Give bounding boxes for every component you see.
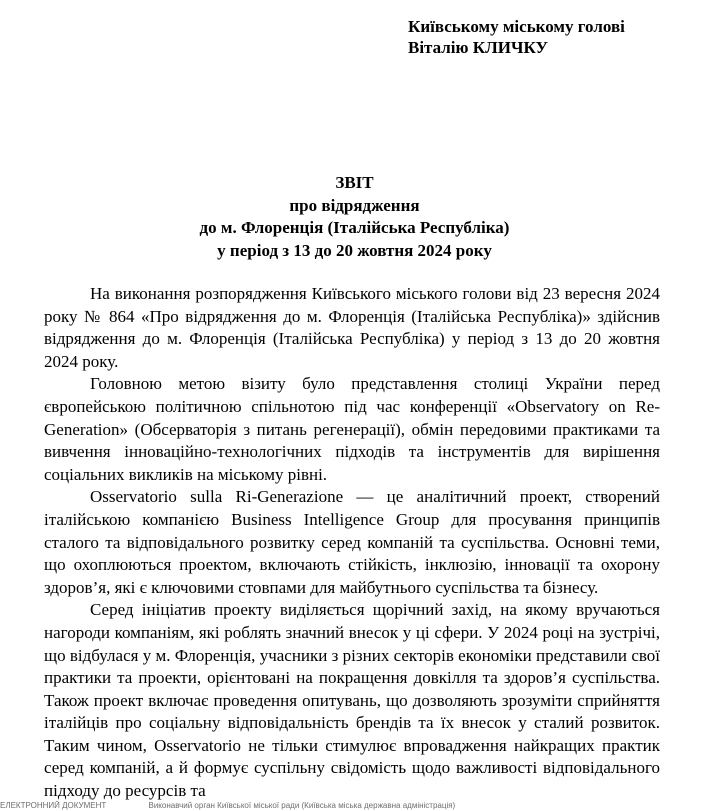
report-title-block bbox=[0, 172, 709, 262]
report-period: у період з 13 до 20 жовтня 2024 року bbox=[217, 240, 492, 260]
addressee-position: Київському міському голові bbox=[408, 17, 625, 36]
electronic-signature-strip bbox=[0, 801, 709, 811]
body-paragraph: На виконання розпорядження Київського міського голови від 23 вересня 2024 року № 864 «Про відрядження до м. Флоренція (Італійська Республіка)» здійснив відрядження до м. Флоренція (Італійська Республіка) у період з 13 до 20 жовтня 2024 року. bbox=[44, 284, 660, 371]
report-destination: до м. Флоренція (Італійська Республіка) bbox=[199, 218, 510, 237]
addressee-block bbox=[408, 16, 625, 58]
footer-right-text: Виконавчий орган Київської міської ради (Київська міська державна адміністрація) bbox=[148, 801, 456, 810]
body-paragraph: Серед ініціатив проекту виділяється щорічний захід, на якому вручаються нагороди компаніям, які роблять значний внесок у ці сфери. У 2024 році на зустрічі, що відбулася у м. Флоренція, учасники з різних секторів економіки представили свої практики та проекти, орієнтовані на покращення довкілля та здоров’я суспільства. Також проект включає проведення опитувань, що дозволяють зрозуміти сприйняття італійців про соціальну відповідальність брендів та їх внесок у сталий розвиток. Таким чином, Osservatorio не тільки стимулює впровадження найкращих практик серед компаній, а й формує суспільну свідомість щодо важливості відповідального підходу до ресурсів та bbox=[44, 600, 660, 801]
report-title: ЗВІТ bbox=[335, 173, 374, 192]
body-paragraph: Osservatorio sulla Ri-Generazione — це аналітичний проект, створений італійською компанією Business Intelligence Group для просування принципів сталого та відповідального розвитку серед компаній та суспільства. Основні теми, що охоплюються проектом, включають стійкість, інклюзію, інновації та охорону здоров’я, які є ключовими стовпами для майбутнього суспільства та бізнесу. bbox=[44, 487, 660, 597]
footer-left-text: ЕЛЕКТРОННИЙ ДОКУМЕНТ bbox=[0, 801, 107, 810]
report-body bbox=[44, 283, 660, 803]
body-paragraph: Головною метою візиту було представлення столиці України перед європейською політичною спільнотою під час конференції «Observatory on Re-Generation» (Обсерваторія з питань регенерації), обмін передовими практиками та вивчення інноваційно-технологічних підходів та інструментів для вирішення соціальних викликів на міському рівні. bbox=[44, 374, 660, 484]
addressee-name: Віталію КЛИЧКУ bbox=[408, 38, 548, 57]
report-subtitle: про відрядження bbox=[289, 195, 420, 215]
